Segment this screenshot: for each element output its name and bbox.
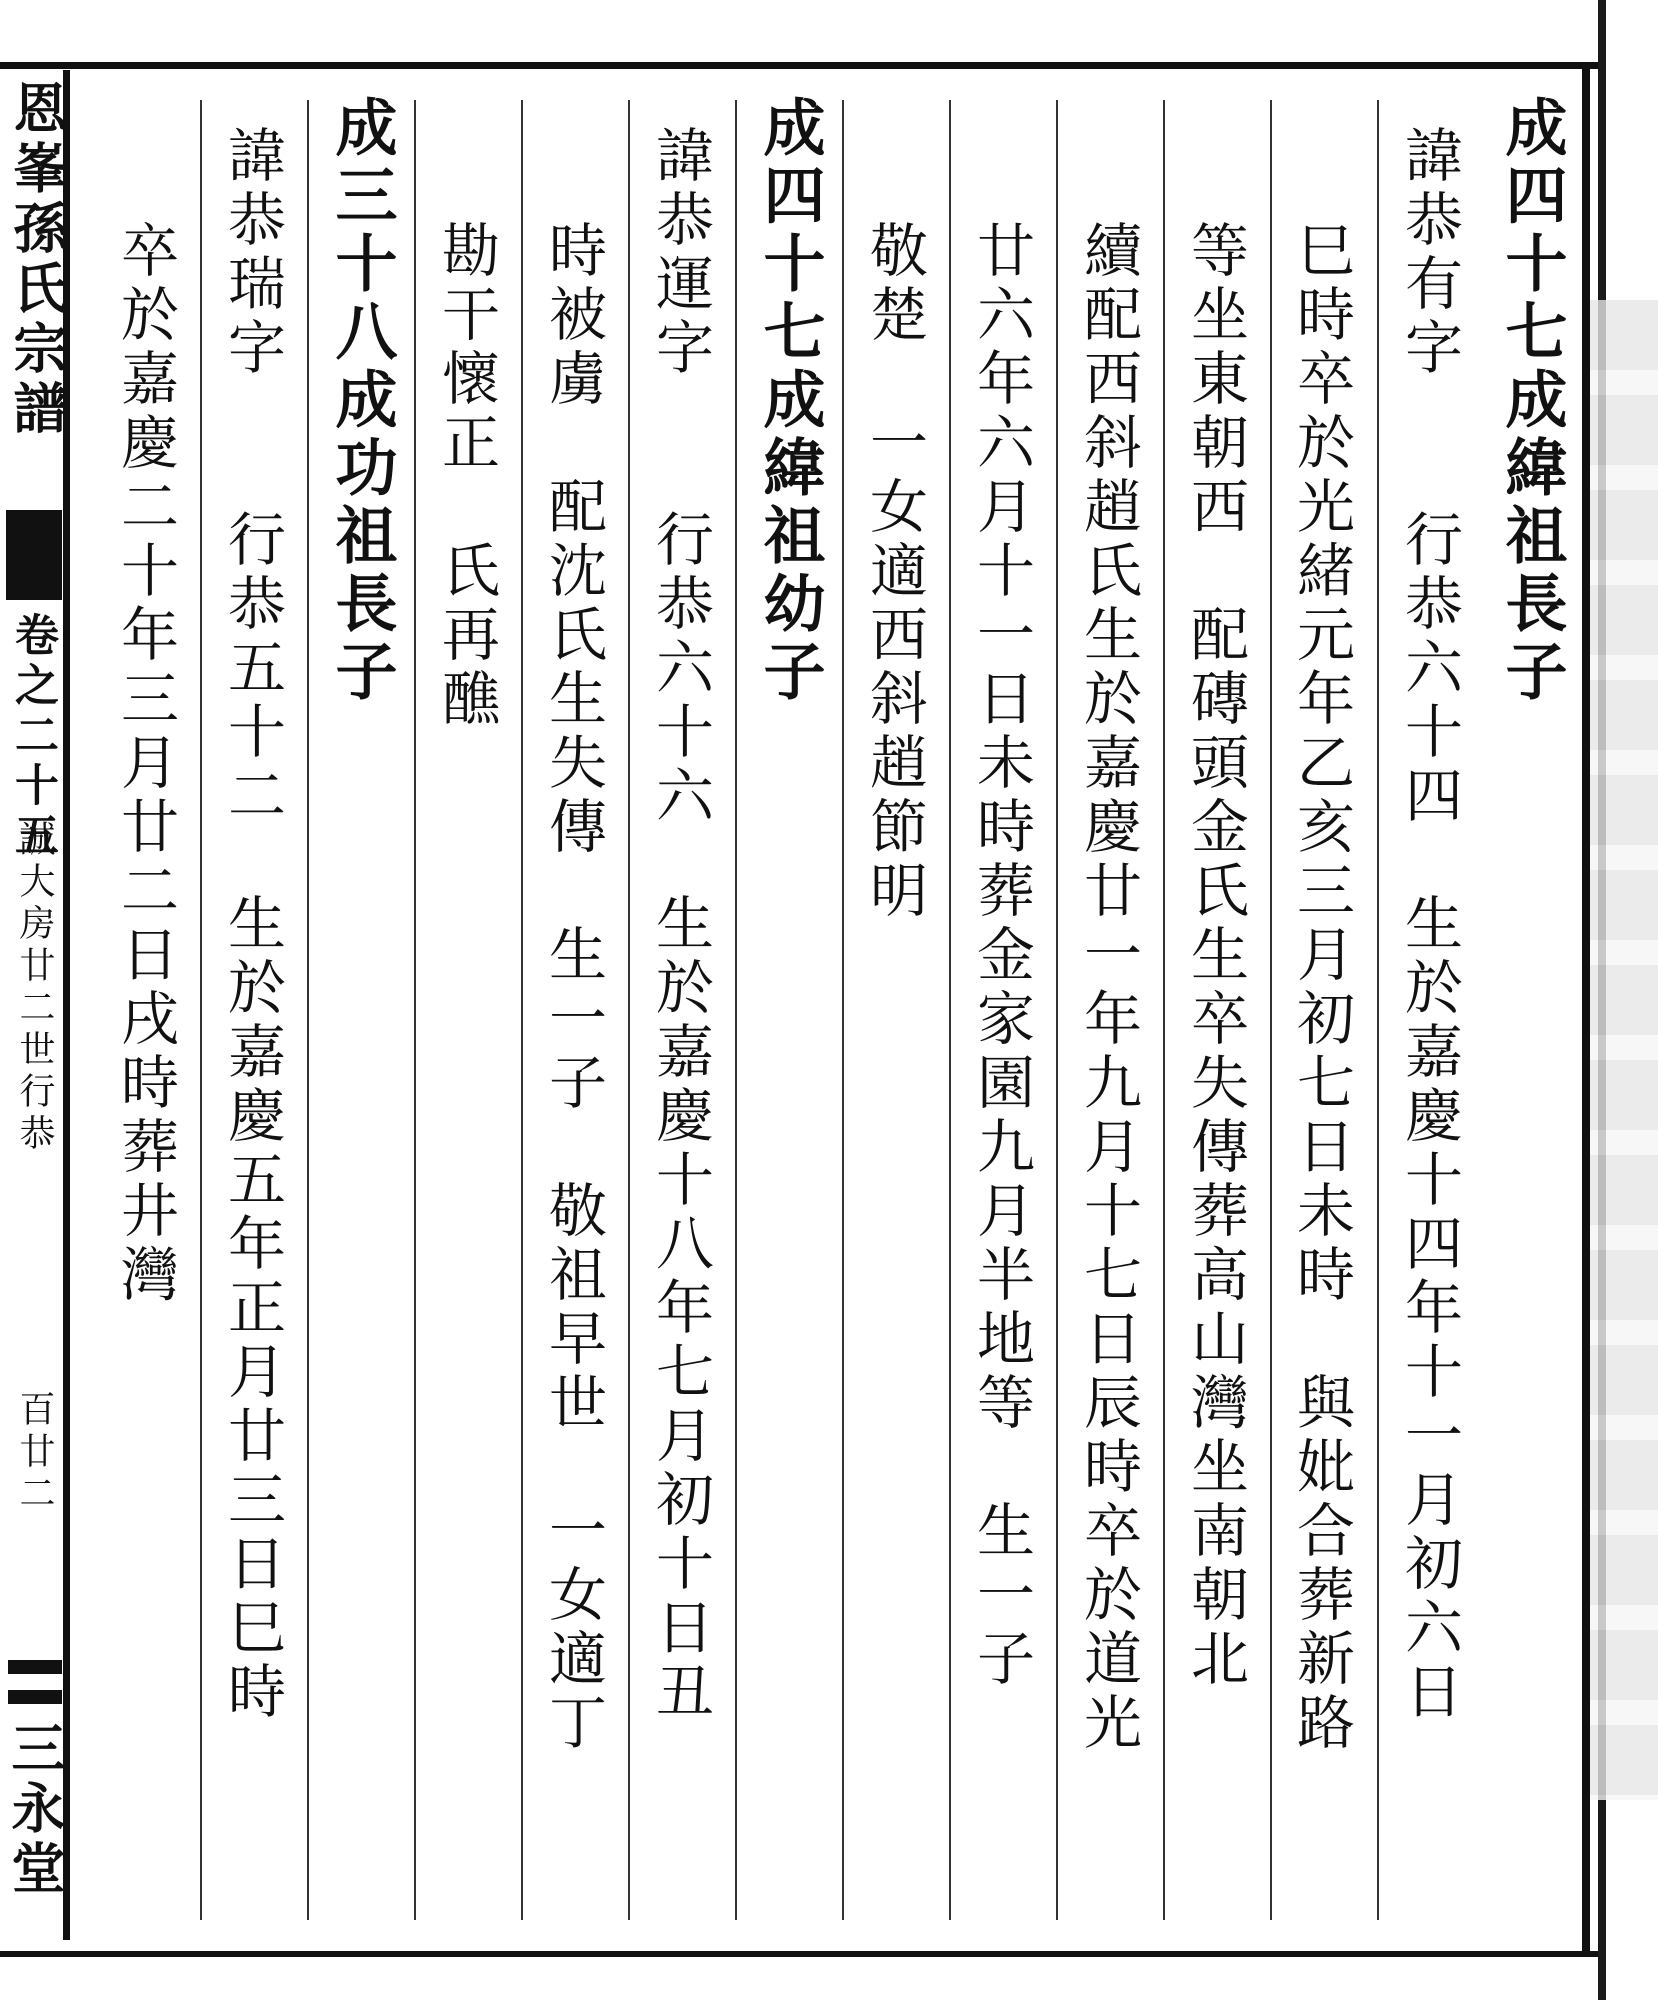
- bleed-through-next-page: [1590, 300, 1658, 1800]
- genealogy-entry-line: 巳時卒於光緒元年乙亥三月初七日未時 與妣合葬新路: [1287, 220, 1355, 1756]
- column-rule: [842, 100, 844, 1920]
- spine-bar-bottom: [8, 1690, 62, 1704]
- frame-right-border: [1582, 62, 1590, 1957]
- column-rule: [307, 100, 309, 1920]
- column-rule: [1270, 100, 1272, 1920]
- spine-volume: 卷之二十五: [7, 612, 58, 862]
- column-rule: [628, 100, 630, 1920]
- column-rule: [521, 100, 523, 1920]
- spine-bar-top: [8, 1660, 62, 1674]
- column-rule: [1163, 100, 1165, 1920]
- column-rule: [1056, 100, 1058, 1920]
- genealogy-entry-line: 續配西斜趙氏生於嘉慶廿一年九月十七日辰時卒於道光: [1074, 220, 1142, 1756]
- spine-hall-name: 三永堂: [3, 1720, 67, 1900]
- column-rule: [1377, 100, 1379, 1920]
- column-rule: [200, 100, 202, 1920]
- genealogy-entry-line: 諱恭運字 行恭六十六 生於嘉慶十八年七月初十日丑: [646, 125, 714, 1725]
- genealogy-entry-line: 等坐東朝西 配磚頭金氏生卒失傳葬高山灣坐南朝北: [1181, 220, 1249, 1692]
- genealogy-entry-line: 敬楚 一女適西斜趙節明: [860, 220, 928, 924]
- column-rule: [949, 100, 951, 1920]
- genealogy-entry-line: 勘干懷正 氏再醮: [432, 220, 500, 732]
- genealogy-entry-line: 諱恭瑞字 行恭五十二 生於嘉慶五年正月廿三日巳時: [218, 125, 286, 1725]
- column-rule: [735, 100, 737, 1920]
- spine-title: 恩峯孫氏宗譜: [5, 80, 69, 440]
- genealogy-entry-line: 廿六年六月十一日未時葬金家園九月半地等 生一子: [967, 220, 1035, 1692]
- genealogy-heading: 成四十七成緯祖幼子: [753, 95, 826, 707]
- column-rule: [414, 100, 416, 1920]
- genealogy-heading: 成三十八成功祖長子: [325, 95, 398, 707]
- genealogy-heading: 成四十七成緯祖長子: [1495, 95, 1568, 707]
- genealogy-entry-line: 卒於嘉慶二十年三月廿二日戌時葬井灣: [111, 220, 179, 1308]
- spine-fish-tail-mark: [6, 510, 62, 600]
- genealogy-entry-line: 時被虜 配沈氏生失傳 生一子 敬祖早世 一女適丁: [539, 220, 607, 1756]
- genealogy-entry-line: 諱恭有字 行恭六十四 生於嘉慶十四年十一月初六日: [1395, 125, 1463, 1725]
- spine-page-number: 百廿二: [14, 1390, 55, 1516]
- spine-branch-note: 誠大房廿二世行恭: [14, 820, 55, 1156]
